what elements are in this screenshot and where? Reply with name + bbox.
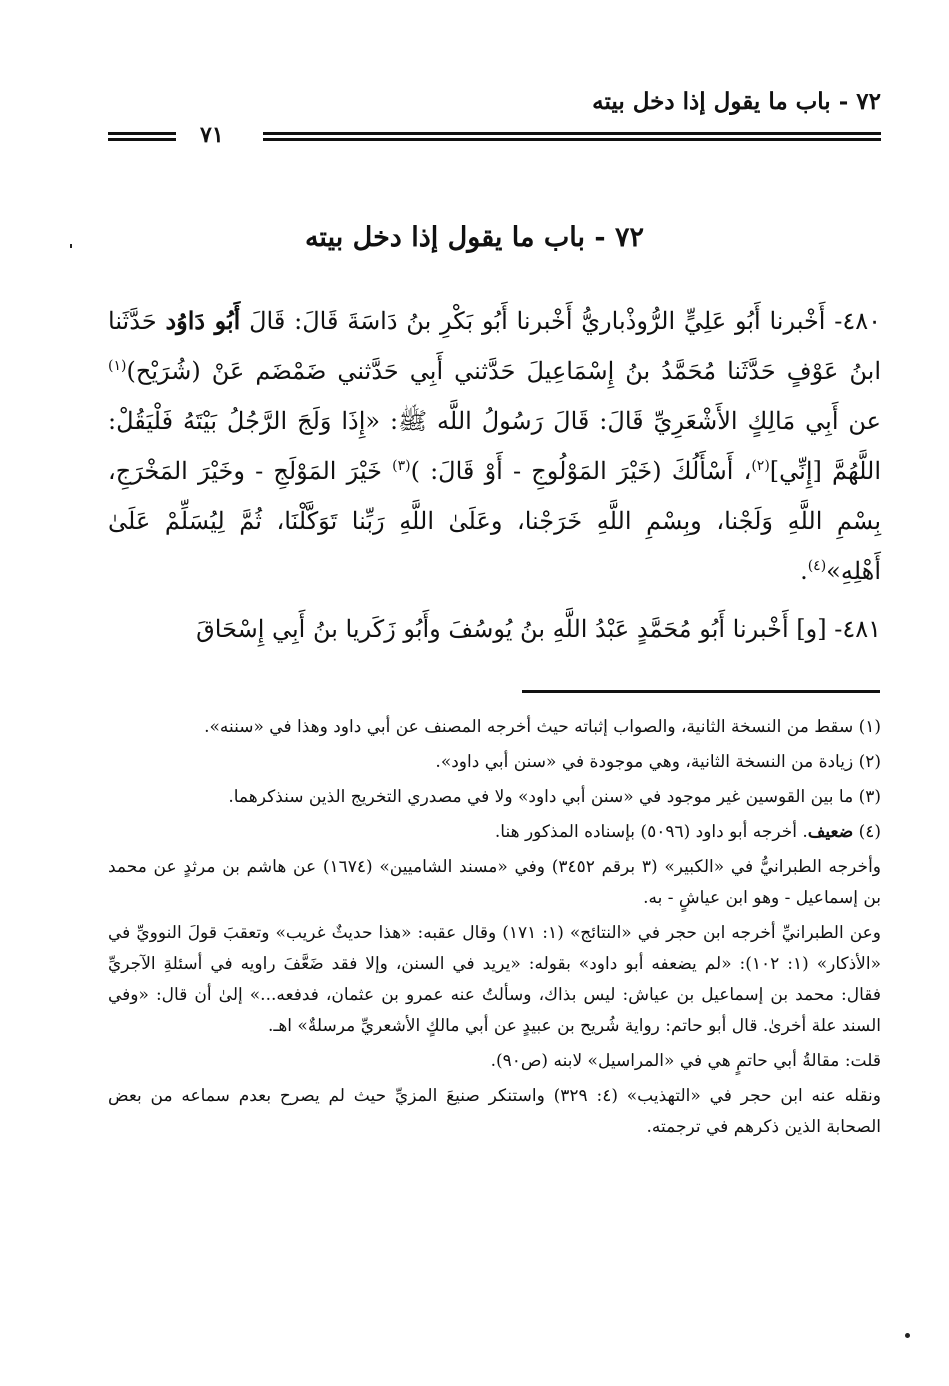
grading: ضعيف [807,822,854,842]
page-number: ٧١ [200,122,224,148]
hadith-text: . [800,557,808,585]
running-title: ٧٢ - باب ما يقول إذا دخل بيته [592,88,881,115]
footnote-text: . أخرجه أبو داود (٥٠٩٦) بإسناده المذكور هنا. [494,822,808,842]
narrator-name: أَبُو دَاوُد [165,306,241,335]
footnote-3: (٣) ما بين القوسين غير موجود في «سنن أبي داود» ولا في مصدري التخريج الذين سنذكرهما. [228,787,881,807]
footnote-paragraph: وعن الطبرانيِّ أخرجه ابن حجر في «النتائج» (١: ١٧١) وقال عقبه: «هذا حديثٌ غريب» وتعقبَ قولَ النوويِّ في «الأذكار» (١: ١٠٢): «لم يضعفه أبو داود» بقوله: «يريد في السنن، وإلا فقد ضَعَّفَ راويه في أسئلةِ الآجريِّ فقال: محمد بن إسماعيل بن عياش: ليس بذاك، وسألتُ عنه عمرو بن عثمان، فدفعه...» إلىٰ أن قال: «وفي السند علة أخرىٰ. قال أبو حاتم: رواية شُريح بن عبيدٍ عن أبي مالكٍ الأشعريِّ مرسلةٌ» اهـ. [108,923,882,1036]
footnote-label: (٤) [858,822,881,842]
header-rule [263,132,881,135]
footnote-paragraph: وأخرجه الطبرانيُّ في «الكبير» (٣ برقم ٣٤٥٢) وفي «مسند الشاميين» (١٦٧٤) عن هاشم بن مرثدٍ عن محمد بن إسماعيل - وهو ابن عياشٍ - به. [108,857,882,908]
hadith-text: حَدَّثَنا ابنُ عَوْفٍ حَدَّثَنا مُحَمَّدُ بنُ إِسْمَاعِيلَ حَدَّثني أَبِي حَدَّثني ضَمْضَم عَنْ (شُرَيْح) [108,307,881,385]
footnote-paragraph: قلت: مقالةُ أبي حاتمٍ هي في «المراسيل» لابنه (ص٩٠). [490,1051,881,1071]
header-rule [108,132,176,135]
footnote-marker: (٣) [392,458,411,474]
hadith-text: خَيْرَ المَوْلَجِ - وخَيْرَ المَخْرَجِ، بِسْمِ اللَّهِ وَلَجْنا، وبِسْمِ اللَّهِ خَرَجْنا، وعَلَىٰ اللَّهِ رَبِّنا تَوَكَّلْنَا، ثُمَّ لِيُسَلِّمْ عَلَىٰ أَهْلِهِ» [108,457,881,585]
footnotes [108,712,881,1147]
header-rule [108,138,176,141]
scan-speck [70,244,72,248]
footnote-paragraph: ونقله عنه ابن حجر في «التهذيب» (٤: ٣٢٩) واستنكر صنيعَ المزيِّ حيث لم يصرح بعدم سماعه من بعض الصحابة الذين ذكرهم في ترجمته. [108,1086,881,1137]
scan-speck [905,1333,910,1338]
main-text [108,296,881,662]
footnote-marker: (٢) [751,458,770,474]
chapter-title: ٧٢ - باب ما يقول إذا دخل بيته [304,222,645,253]
footnote-4 [108,817,881,848]
footnote-marker: (١) [108,358,127,374]
header-rule [263,138,881,141]
hadith-text: عن أَبِي مَالِكٍ الأَشْعَرِيِّ قَالَ: قَالَ رَسُولُ اللَّه ﷺ: «إِذَا وَلَجَ الرَّجُلُ بَيْتَهُ فَلْيَقُلْ: اللَّهُمَّ [إِنِّي] [108,407,882,485]
footnote-1: (١) سقط من النسخة الثانية، والصواب إثباته حيث أخرجه المصنف عن أبي داود وهذا في «سننه». [204,717,881,737]
hadith-text: ، أَسْأَلُكَ (خَيْرَ المَوْلُوجِ - أَوْ قَالَ: ) [410,457,752,485]
hadith-480 [108,296,881,596]
hadith-481: ٤٨١- [و] أَخْبرنا أَبُو مُحَمَّدٍ عَبْدُ اللَّهِ بنُ يُوسُفَ وأَبُو زَكَريا بنُ أَبِي إِسْحَاقَ [196,615,881,643]
hadith-text: ٤٨٠- أَخْبرنا أَبُو عَلِيٍّ الرُّوذْباريُّ أَخْبرنا أَبُو بَكْرِ بنُ دَاسَةَ قَالَ: قَالَ [240,307,882,335]
footnote-2: (٢) زيادة من النسخة الثانية، وهي موجودة في «سنن أبي داود». [435,752,881,772]
footnote-separator [522,690,880,693]
running-header [108,88,881,148]
footnote-marker: (٤) [807,558,827,574]
